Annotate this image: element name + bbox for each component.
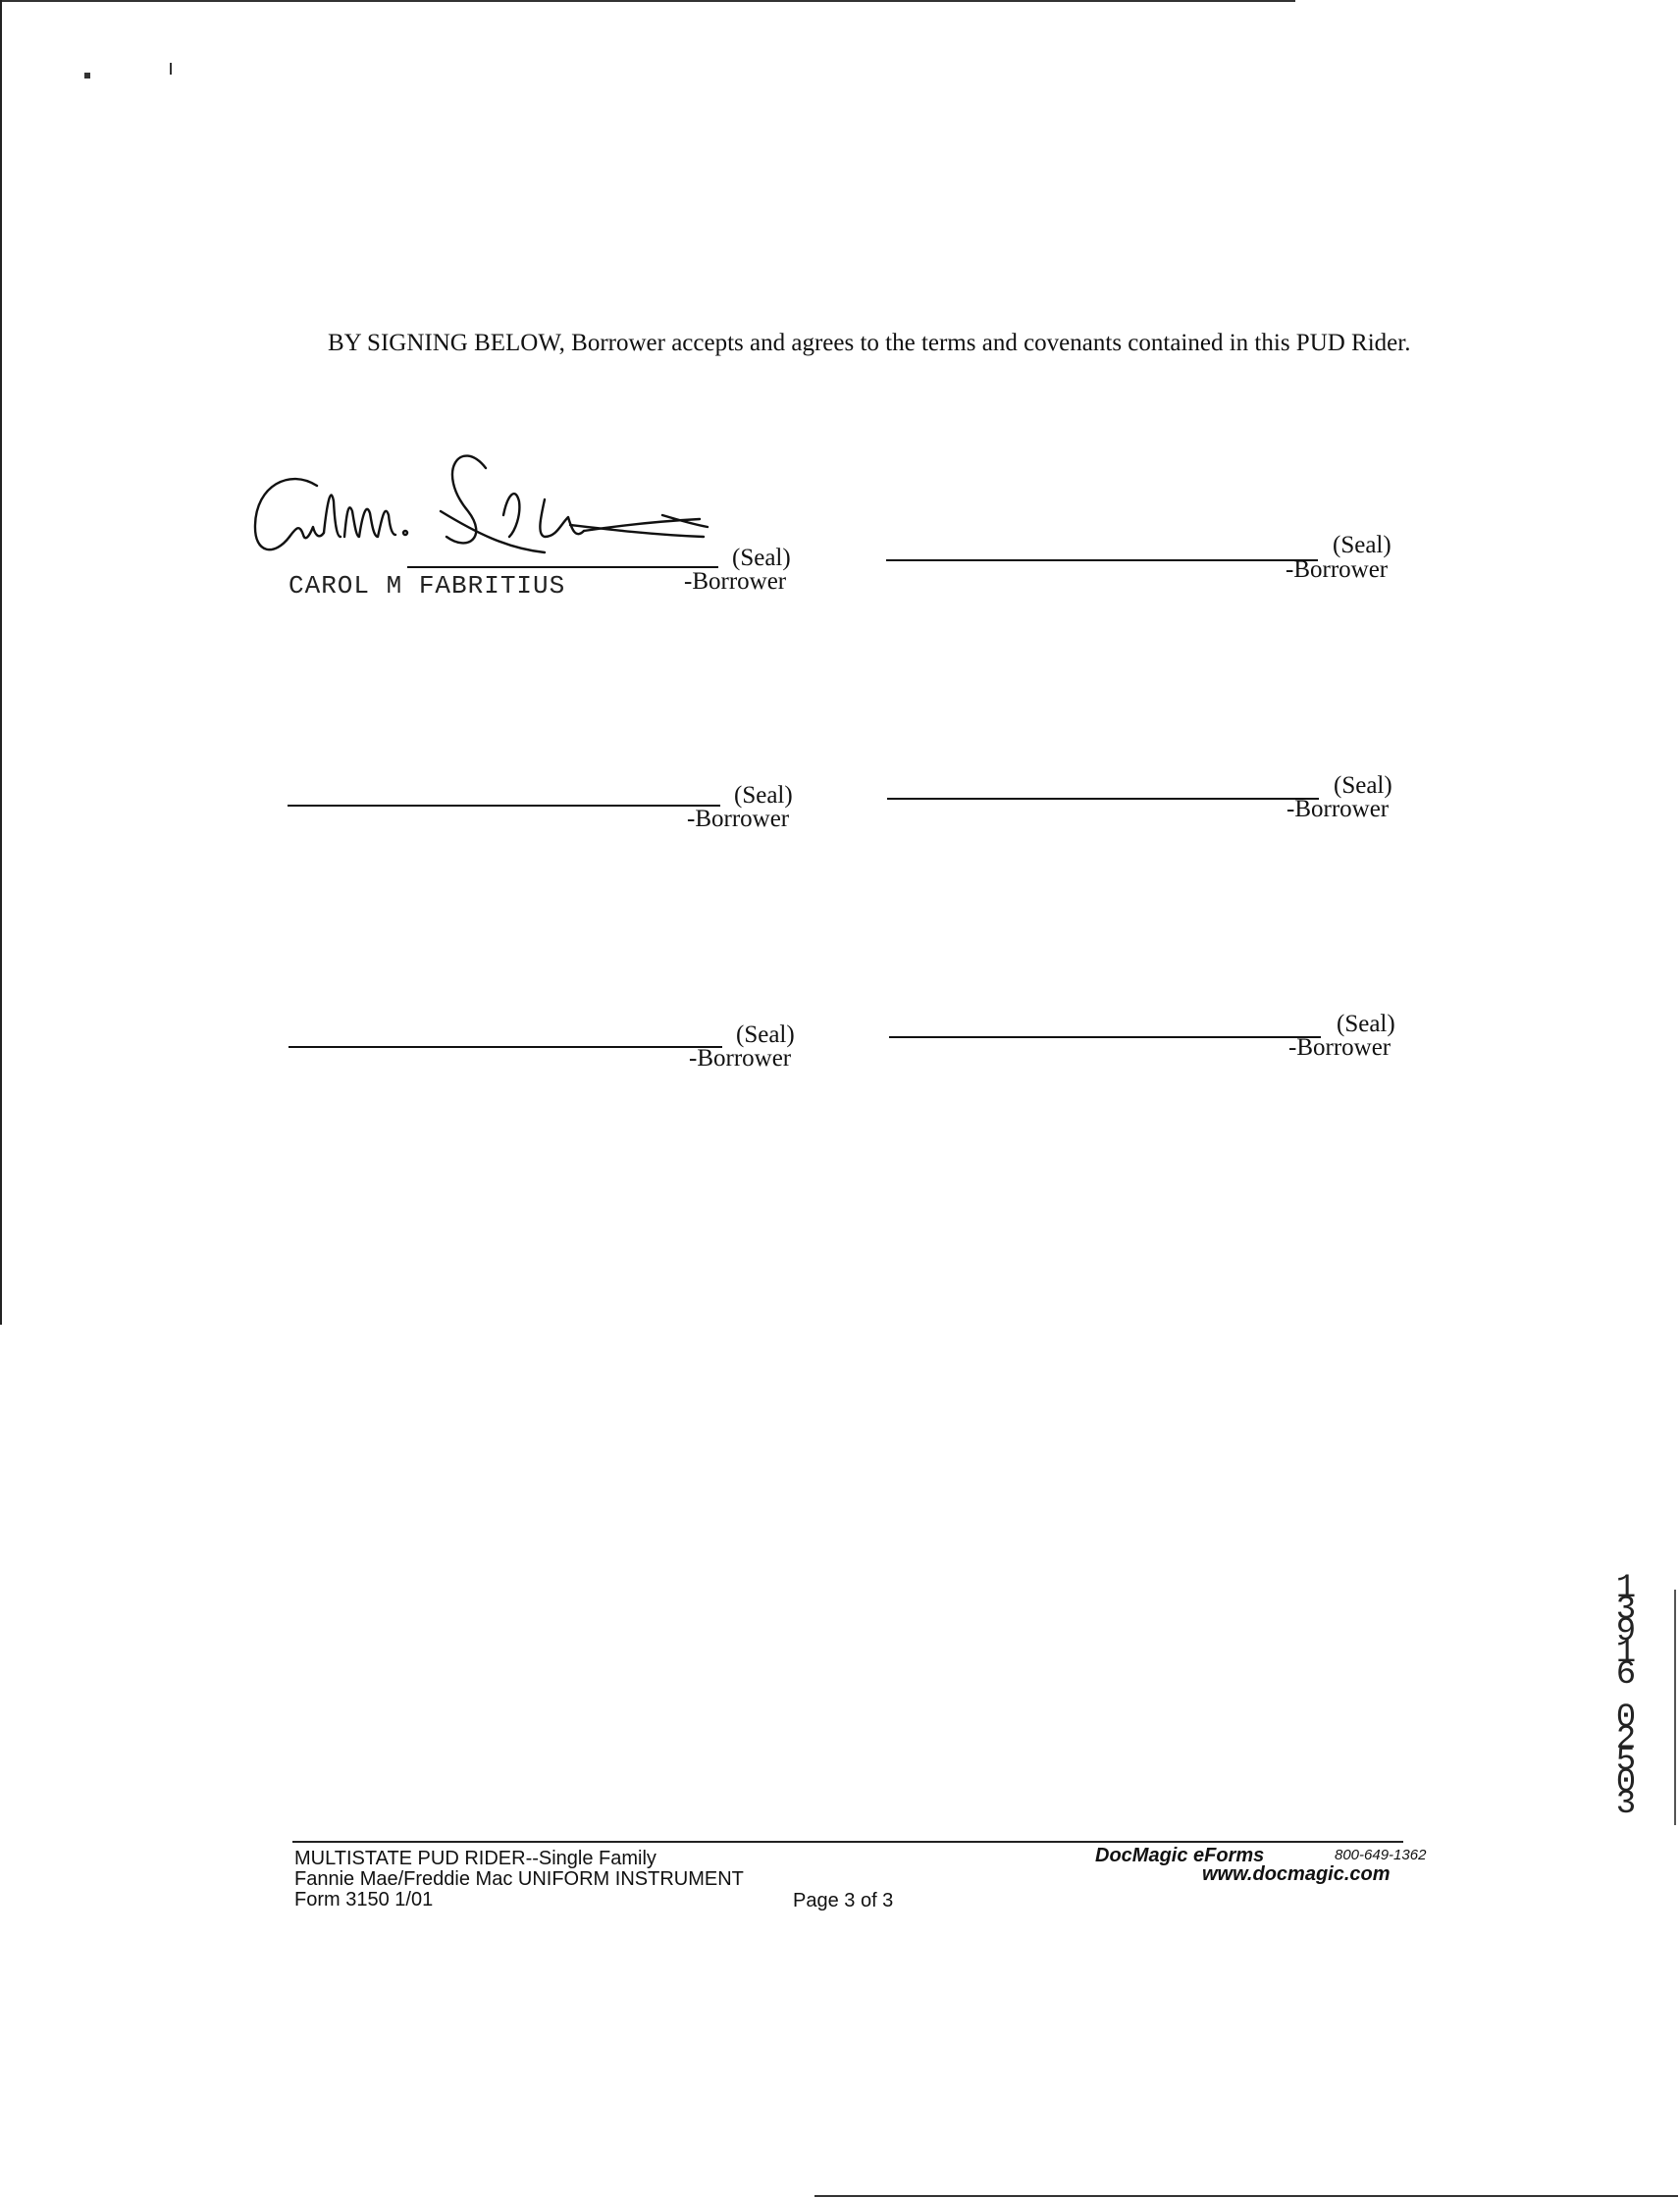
footer-rule (292, 1841, 1403, 1843)
signature-line (887, 798, 1319, 800)
form-title: MULTISTATE PUD RIDER--Single Family (294, 1848, 656, 1869)
borrower-label: -Borrower (689, 1045, 792, 1072)
intro-text: Borrower accepts and agrees to the terms and covenants contained in this PUD Rider. (571, 330, 1411, 356)
signature-line (289, 1046, 722, 1048)
scan-edge-right (1674, 1590, 1676, 1825)
signature-line (886, 559, 1318, 561)
borrower-label: -Borrower (687, 806, 790, 832)
docmagic-phone: 800-649-1362 (1335, 1847, 1427, 1863)
signature-line (407, 566, 718, 568)
borrower-signature (250, 446, 711, 574)
seal-label: (Seal) (1334, 772, 1392, 799)
form-number: Form 3150 1/01 (294, 1889, 434, 1910)
seal-label: (Seal) (734, 782, 793, 809)
form-identification (294, 1849, 744, 1910)
seal-label: (Seal) (1337, 1011, 1395, 1037)
scan-edge-left (0, 0, 2, 1325)
signature-line (288, 805, 720, 807)
page-number: Page 3 of 3 (793, 1890, 894, 1911)
intro-paragraph (285, 324, 1423, 363)
seal-label: (Seal) (1333, 532, 1391, 558)
borrower-label: -Borrower (1286, 796, 1390, 822)
scan-edge-top (0, 0, 1295, 2)
scan-speck (84, 73, 90, 78)
intro-lead: BY SIGNING BELOW, (328, 330, 565, 356)
form-instrument: Fannie Mae/Freddie Mac UNIFORM INSTRUMENT (294, 1868, 744, 1890)
borrower-label: -Borrower (684, 568, 787, 595)
docmagic-brand: DocMagic eForms (1095, 1845, 1265, 1866)
scan-speck (170, 63, 172, 75)
scan-edge-bottom (814, 2195, 1678, 2197)
seal-label: (Seal) (732, 545, 791, 571)
borrower-label: -Borrower (1286, 556, 1389, 583)
signature-line (889, 1036, 1321, 1038)
docmagic-website: www.docmagic.com (1202, 1863, 1391, 1885)
borrower-printed-name: CAROL M FABRITIUS (289, 571, 566, 601)
document-control-number (1609, 1570, 1643, 1823)
document-control-number-text: 1 3 9 1 6 0 2 5 0 3 (1615, 1570, 1637, 1823)
borrower-label: -Borrower (1288, 1034, 1391, 1061)
seal-label: (Seal) (736, 1021, 795, 1048)
